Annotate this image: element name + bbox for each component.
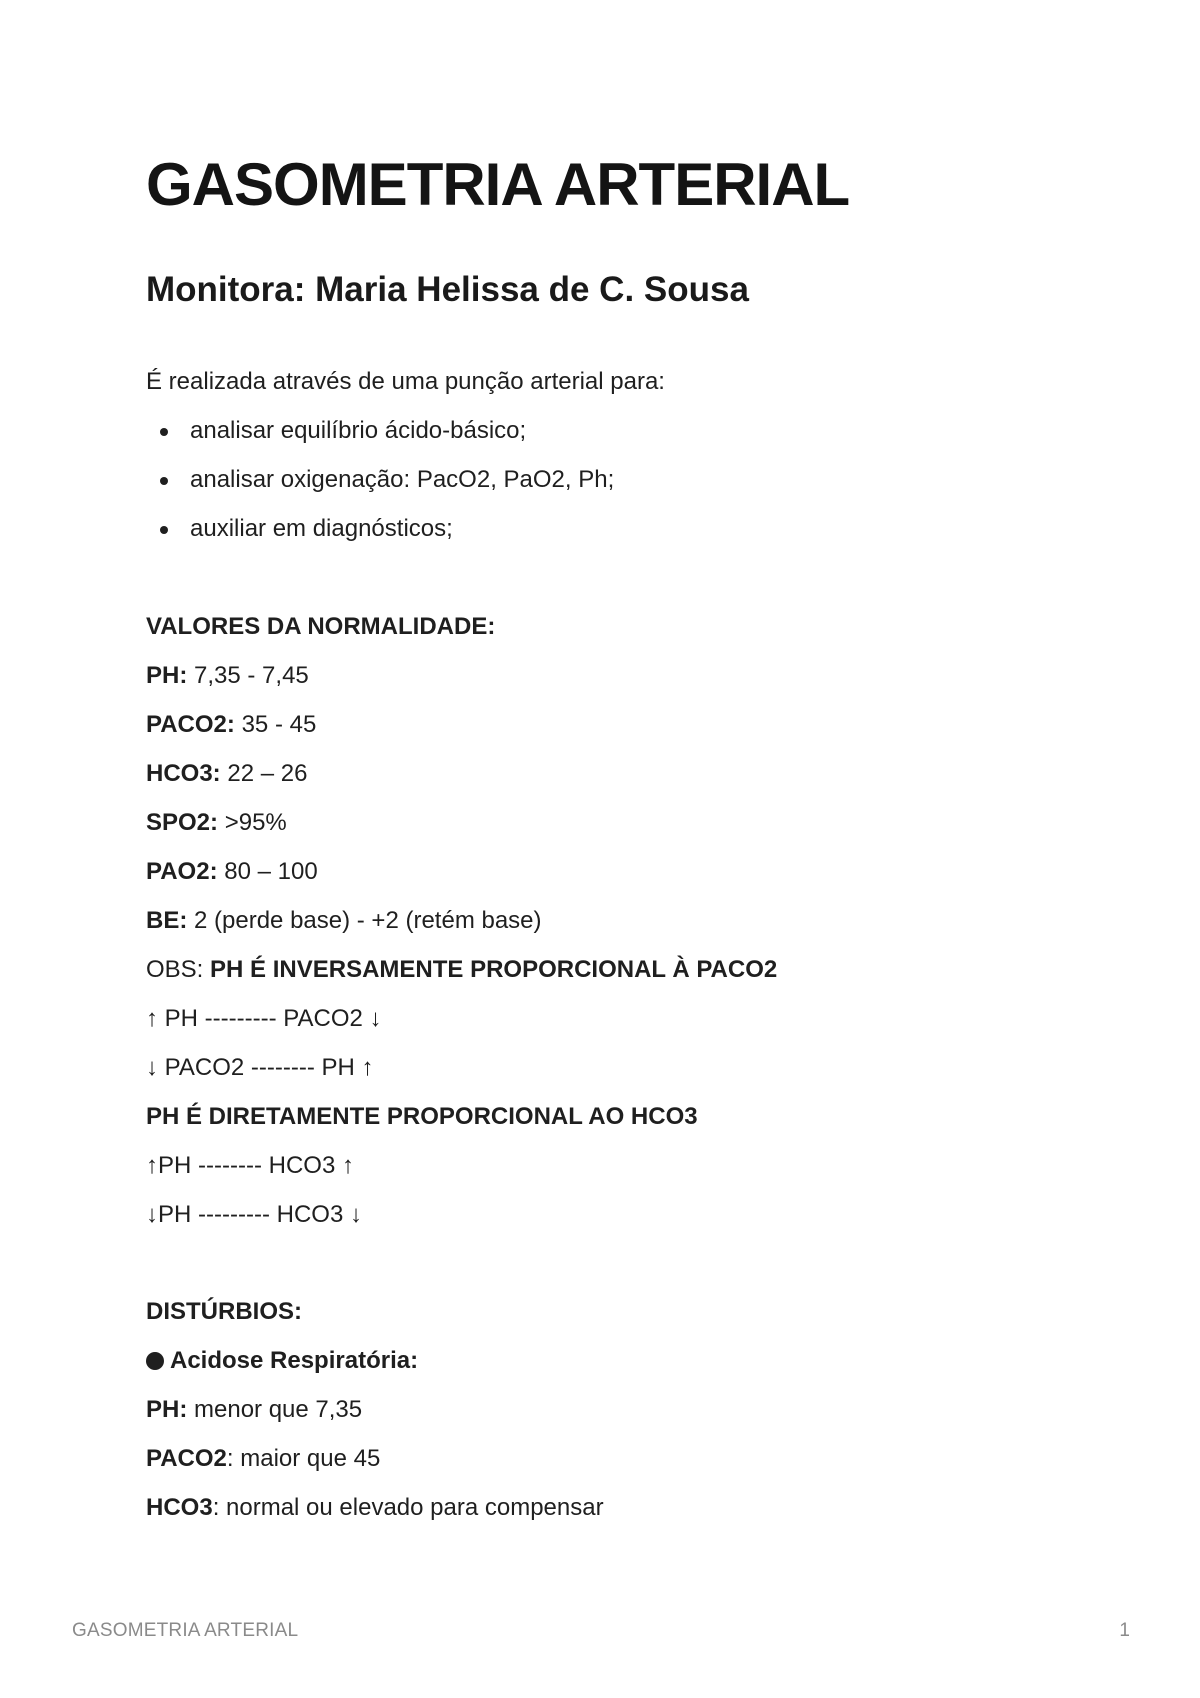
ph-normal-line (146, 661, 1106, 691)
be-label: BE: (146, 907, 188, 934)
ph-value: 7,35 - 7,45 (187, 662, 309, 689)
hco3-value: : normal ou elevado para compensar (212, 1494, 604, 1521)
paco2-value: 35 - 45 (234, 711, 317, 738)
inverse-relation-line: ↑ PH --------- PACO2 ↓ (146, 1005, 382, 1032)
normal-values-heading: VALORES DA NORMALIDADE: (146, 613, 496, 640)
purpose-list (146, 416, 1106, 544)
disorder-item-title: Acidose Respiratória: (146, 1346, 1106, 1376)
spo2-label: SPO2: (146, 809, 219, 836)
pao2-label: PAO2: (146, 858, 218, 885)
list-item-text: auxiliar em diagnósticos; (190, 515, 453, 542)
bullet-dot-icon (160, 526, 168, 534)
obs-line (146, 955, 1106, 985)
list-item-text: analisar oxigenação: PacO2, PaO2, Ph; (190, 466, 615, 493)
disorder-paco2-line (146, 1444, 1106, 1474)
document-title: GASOMETRIA ARTERIAL (146, 151, 850, 218)
hco3-normal-line (146, 759, 1106, 789)
obs-prefix: OBS: (146, 956, 211, 983)
list-item (146, 465, 1106, 495)
direct-relation-line: ↓PH --------- HCO3 ↓ (146, 1201, 362, 1228)
bullet-dot-icon (160, 477, 168, 485)
ph-value: menor que 7,35 (187, 1396, 363, 1423)
hco3-label: HCO3: (146, 760, 221, 787)
paco2-label: PACO2: (146, 711, 235, 738)
spo2-normal-line (146, 808, 1106, 838)
disorder-ph-line (146, 1395, 1106, 1425)
document-subtitle: Monitora: Maria Helissa de C. Sousa (146, 270, 749, 309)
hco3-value: 22 – 26 (220, 760, 308, 787)
disorders-heading: DISTÚRBIOS: (146, 1298, 302, 1325)
ph-label: PH: (146, 662, 188, 689)
list-item (146, 514, 1106, 544)
paco2-value: : maior que 45 (226, 1445, 381, 1472)
ph-label: PH: (146, 1396, 188, 1423)
paco2-normal-line (146, 710, 1106, 740)
pao2-value: 80 – 100 (217, 858, 318, 885)
bullet-dot-icon (160, 428, 168, 436)
intro-text: É realizada através de uma punção arterial para: (146, 368, 665, 395)
list-item (146, 416, 1106, 446)
direct-relation-line: ↑PH -------- HCO3 ↑ (146, 1152, 354, 1179)
direct-relation-heading: PH É DIRETAMENTE PROPORCIONAL AO HCO3 (146, 1103, 698, 1130)
list-item-text: analisar equilíbrio ácido-básico; (190, 417, 527, 444)
page-number: 1 (1119, 1620, 1130, 1641)
be-value: 2 (perde base) - +2 (retém base) (187, 907, 542, 934)
spo2-value: >95% (218, 809, 287, 836)
footer-title: GASOMETRIA ARTERIAL (72, 1620, 299, 1641)
hco3-label: HCO3 (146, 1494, 213, 1521)
obs-text: PH É INVERSAMENTE PROPORCIONAL À PACO2 (210, 956, 778, 983)
document-content (146, 150, 1106, 1523)
disorder-hco3-line (146, 1493, 1106, 1523)
be-normal-line (146, 906, 1106, 936)
pao2-normal-line (146, 857, 1106, 887)
paco2-label: PACO2 (146, 1445, 227, 1472)
bullet-dot-icon (146, 1352, 164, 1370)
inverse-relation-line: ↓ PACO2 -------- PH ↑ (146, 1054, 374, 1081)
